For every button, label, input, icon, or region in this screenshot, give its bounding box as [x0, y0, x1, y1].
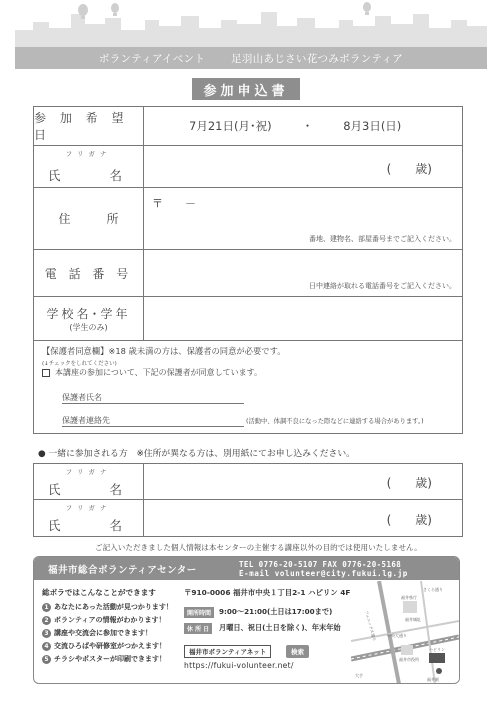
center-info-box [33, 556, 460, 684]
map-label: 大手 [355, 673, 363, 678]
tel-fax: TEL 0776-20-5107 FAX 0776-20-5168 [239, 560, 402, 569]
closed-tag: 休 所 日 [184, 623, 212, 634]
check-hint: (↓チェックをしれてください) [42, 361, 117, 367]
guardian-consent-box [33, 340, 463, 434]
guardian-heading: 【保護者同意欄】※18 歳未満の方は、保護者の同意が必要です。 [42, 346, 286, 356]
name-char-1: 氏 [48, 482, 68, 497]
companion-2-age-field[interactable]: ( 歳) [386, 513, 432, 527]
city-skyline-illustration [15, 0, 487, 48]
name-char-1: 氏 [48, 168, 68, 183]
map-label: ハピリン [429, 647, 445, 652]
companion-1-name-field[interactable] [144, 464, 462, 499]
can-do-item [42, 615, 165, 625]
name-char-2: 名 [109, 518, 129, 533]
date-separator: ・ [301, 119, 314, 133]
address-field[interactable] [144, 188, 462, 249]
age-field[interactable]: ( 歳) [386, 162, 432, 176]
guardian-name-label: 保護者氏名 [62, 393, 102, 402]
website-url[interactable]: https://fukui-volunteer.net/ [184, 661, 294, 670]
can-do-title: 総ボラではこんなことができます [42, 588, 156, 597]
date-row [34, 107, 462, 146]
date-option-1[interactable]: 7月21日(月･祝) [189, 119, 272, 133]
companion-2-name-field[interactable] [144, 500, 462, 536]
companion-1-age-field[interactable]: ( 歳) [386, 476, 432, 490]
address-row [34, 188, 462, 250]
map-label: 福井城址 [405, 617, 421, 622]
guardian-name-field[interactable] [62, 403, 244, 404]
number-3-icon: 3 [42, 629, 51, 638]
consent-row [42, 367, 262, 378]
form-title: 参加申込書 [192, 78, 300, 100]
address-label-cell [34, 188, 144, 249]
center-info-bar [34, 557, 459, 580]
can-do-item [42, 641, 166, 651]
name-char-1: 氏 [48, 518, 68, 533]
number-2-icon: 2 [42, 616, 51, 625]
header [15, 0, 487, 70]
map-label: 福井市役所 [399, 657, 419, 662]
can-do-item [42, 628, 152, 638]
address-char-2: 所 [106, 212, 119, 226]
furigana-label: フリガナ [65, 468, 112, 476]
access-map [351, 581, 459, 684]
school-label: 学校名･学年 [46, 306, 131, 321]
center-address: 〒910-0006 福井市中央１丁目2-1 ハピリン 4F [184, 588, 351, 597]
school-label-cell [34, 297, 144, 340]
consent-label: 本講座の参加について、下記の保護者が同意しています。 [55, 368, 263, 377]
date-value [144, 107, 462, 145]
closed-days: 月曜日、祝日(土日を除く)、年末年始 [219, 623, 341, 632]
phone-row [34, 250, 462, 297]
consent-checkbox[interactable] [42, 369, 50, 377]
center-name: 福井市総合ボランティアセンター [48, 564, 197, 576]
can-do-text: あなたにあった活動が見つかります！ [54, 603, 173, 611]
name-row [34, 146, 462, 188]
map-label: 福井県庁 [401, 595, 417, 600]
phone-note: 日中連絡が取れる電話番号をご記入ください。 [309, 282, 456, 290]
map-label: 中央大通り [387, 633, 407, 638]
guardian-contact-field[interactable] [62, 426, 244, 427]
hours-tag: 開所時間 [184, 607, 214, 618]
volunteer-net-search-box[interactable]: 福井市ボランティアネット [184, 645, 271, 658]
companion-row-1 [34, 464, 462, 500]
name-char-2: 名 [109, 168, 129, 183]
map-label: 福井駅 [427, 677, 439, 682]
can-do-item [42, 654, 166, 664]
event-title-band [15, 47, 487, 69]
privacy-note: ご記入いただきました個人情報は本センターの主催する講座以外の目的では使用いたしません。 [95, 543, 422, 552]
name-field[interactable] [144, 146, 462, 187]
map-label: さくら通り [423, 587, 443, 592]
application-form-table [33, 106, 463, 341]
event-name: 足羽山あじさい花つみボランティア [231, 52, 404, 65]
school-field[interactable] [144, 297, 462, 340]
number-4-icon: 4 [42, 642, 51, 651]
address-char-1: 住 [58, 212, 71, 226]
postal-mark[interactable]: 〒 － [152, 197, 196, 210]
school-sub-label: (学生のみ) [69, 322, 108, 332]
phone-label: 電 話 番 号 [34, 250, 144, 296]
furigana-label: フリガナ [65, 504, 112, 512]
companion-row-2 [34, 500, 462, 536]
opening-hours: 9:00～21:00(土日は17:00まで) [219, 607, 333, 616]
can-do-text: チラシやポスターが印刷できます！ [54, 655, 166, 663]
search-button[interactable]: 検索 [286, 645, 309, 658]
number-5-icon: 5 [42, 655, 51, 664]
companion-heading: ● 一緒に参加される方 ※住所が異なる方は、別用紙にてお申し込みください。 [38, 449, 355, 459]
companion-1-label-cell [34, 464, 144, 499]
date-option-2[interactable]: 8月3日(日) [343, 119, 402, 133]
event-category: ボランティアイベント [98, 52, 206, 65]
name-label-cell [34, 146, 144, 187]
name-char-2: 名 [109, 482, 129, 497]
map-label: フェニックス通り [364, 609, 378, 642]
companion-2-label-cell [34, 500, 144, 536]
address-note: 番地、建物名、部屋番号までご記入ください。 [309, 235, 456, 243]
date-label: 参 加 希 望 日 [34, 107, 144, 145]
furigana-label: フリガナ [65, 150, 112, 158]
number-1-icon: 1 [42, 603, 51, 612]
phone-field[interactable] [144, 250, 462, 296]
school-row [34, 297, 462, 340]
can-do-item [42, 602, 173, 612]
can-do-text: ボランティアの情報がわかります！ [54, 616, 166, 624]
guardian-contact-label: 保護者連絡先 [62, 416, 110, 425]
can-do-text: 交流ひろばや研修室がつかえます！ [54, 642, 166, 650]
can-do-text: 講座や交流会に参加できます！ [54, 629, 152, 637]
guardian-contact-note: (活動中、体調不良になった際などに連絡する場合があります。) [246, 418, 424, 425]
companion-table [33, 463, 463, 537]
email-address[interactable]: E-mail volunteer@city.fukui.lg.jp [239, 569, 408, 578]
